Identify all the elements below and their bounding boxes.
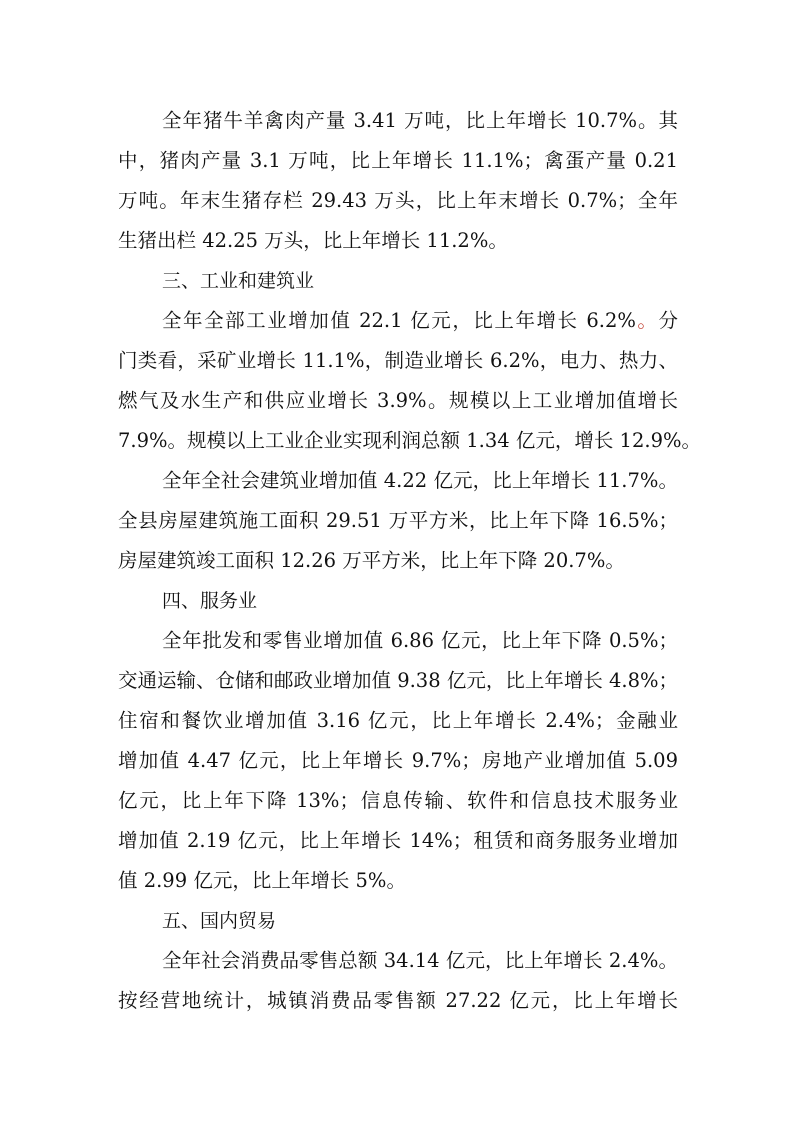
paragraph-line: 中，猪肉产量 3.1 万吨，比上年增长 11.1%；禽蛋产量 0.21: [118, 149, 678, 172]
paragraph-line: 燃气及水生产和供应业增长 3.9%。规模以上工业增加值增长: [118, 389, 678, 412]
paragraph-line: 增加值 2.19 亿元，比上年增长 14%；租赁和商务服务业增加: [118, 829, 678, 852]
paragraph-line: 全年全社会建筑业增加值 4.22 亿元，比上年增长 11.7%。: [162, 469, 678, 492]
paragraph-line: 交通运输、仓储和邮政业增加值 9.38 亿元，比上年增长 4.8%；: [118, 669, 679, 692]
paragraph-line: 7.9%。规模以上工业企业实现利润总额 1.34 亿元，增长 12.9%。: [118, 429, 702, 452]
paragraph-line: [162, 306, 678, 336]
paragraph-text: 全年全部工业增加值 22.1 亿元，比上年增长 6.2%: [162, 309, 636, 332]
paragraph-line: 亿元，比上年下降 13%；信息传输、软件和信息技术服务业: [118, 789, 678, 812]
section-heading: 四、服务业: [162, 590, 258, 612]
section-heading: 三、工业和建筑业: [162, 270, 315, 292]
paragraph-line: 万吨。年末生猪存栏 29.43 万头，比上年末增长 0.7%；全年: [118, 189, 678, 212]
paragraph-line: 增加值 4.47 亿元，比上年增长 9.7%；房地产业增加值 5.09: [118, 749, 678, 772]
paragraph-text: 分: [658, 309, 678, 332]
paragraph-line: 门类看，采矿业增长 11.1%，制造业增长 6.2%，电力、热力、: [118, 349, 678, 372]
paragraph-line: 房屋建筑竣工面积 12.26 万平方米，比上年下降 20.7%。: [118, 549, 625, 572]
paragraph-line: 值 2.99 亿元，比上年增长 5%。: [118, 869, 406, 892]
paragraph-line: 全县房屋建筑施工面积 29.51 万平方米，比上年下降 16.5%；: [118, 509, 678, 532]
red-period: 。: [635, 309, 659, 332]
paragraph-line: 全年社会消费品零售总额 34.14 亿元，比上年增长 2.4%。: [162, 949, 678, 972]
paragraph-line: 住宿和餐饮业增加值 3.16 亿元，比上年增长 2.4%；金融业: [118, 709, 678, 732]
paragraph-line: 按经营地统计，城镇消费品零售额 27.22 亿元，比上年增长: [118, 989, 678, 1012]
paragraph-line: 全年批发和零售业增加值 6.86 亿元，比上年下降 0.5%；: [162, 629, 678, 652]
paragraph-line: 全年猪牛羊禽肉产量 3.41 万吨，比上年增长 10.7%。其: [162, 109, 678, 132]
section-heading: 五、国内贸易: [162, 910, 277, 932]
paragraph-line: 生猪出栏 42.25 万头，比上年增长 11.2%。: [118, 229, 508, 252]
